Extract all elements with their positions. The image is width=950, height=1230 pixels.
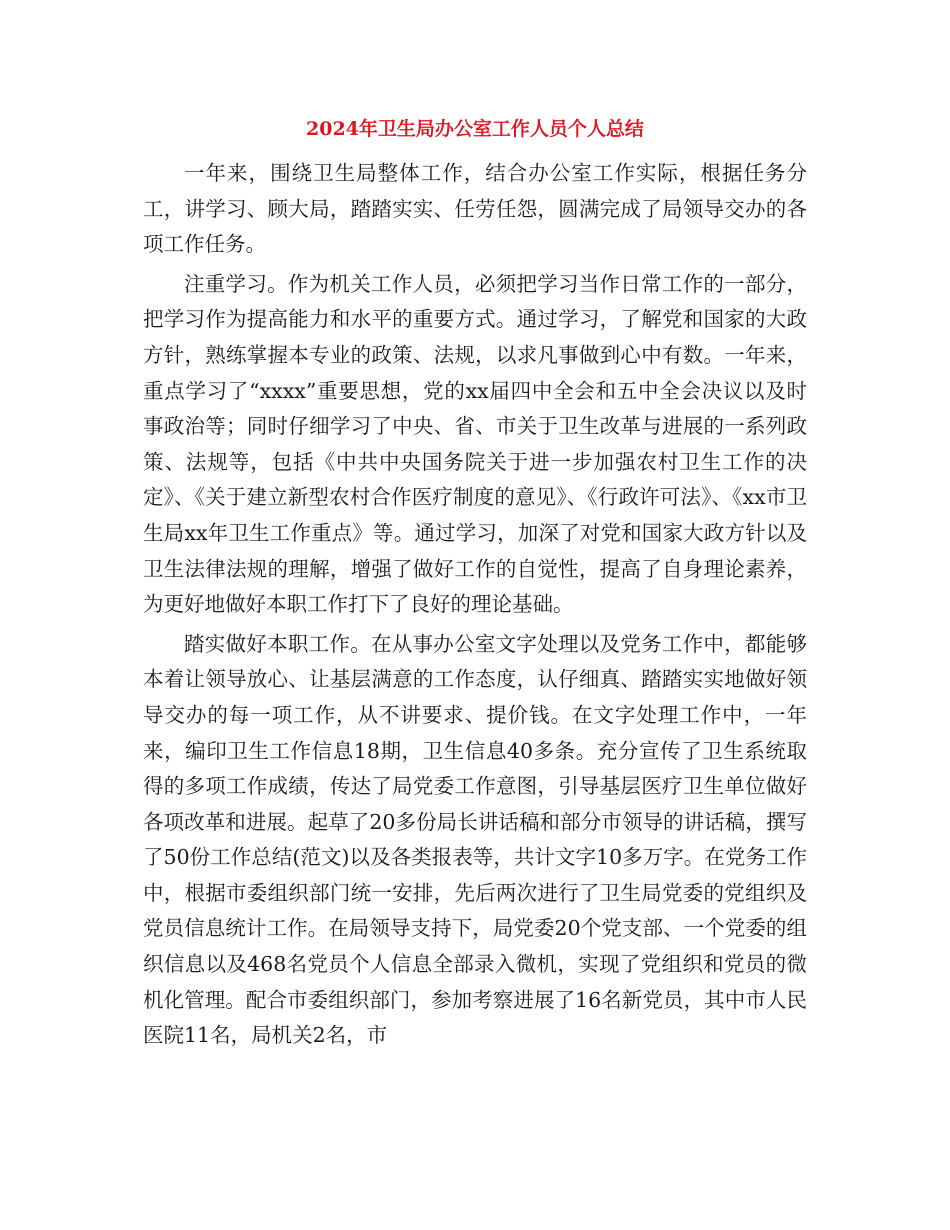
paragraph-study: 注重学习。作为机关工作人员，必须把学习当作日常工作的一部分，把学习作为提高能力和水平的重要方式。通过学习，了解党和国家的大政方针，熟练掌握本专业的政策、法规，以求凡事做到心中有数。一年来，重点学习了“xxxx”重要思想，党的xx届四中全会和五中全会决议以及时事政治等；同时仔细学习了中央、省、市关于卫生改革与进展的一系列政策、法规等，包括《中共中央国务院关于进一步加强农村卫生工作的决定》、《关于建立新型农村合作医疗制度的意见》、《行政许可法》、《xx市卫生局xx年卫生工作重点》等。通过学习，加深了对党和国家大政方针以及卫生法律法规的理解，增强了做好工作的自觉性，提高了自身理论素养，为更好地做好本职工作打下了良好的理论基础。	[143, 271, 807, 617]
paragraph-intro: 一年来，围绕卫生局整体工作，结合办公室工作实际，根据任务分工，讲学习、顾大局，踏踏实实、任劳任怨，圆满完成了局领导交办的各项工作任务。	[143, 161, 807, 257]
paragraph-work: 踏实做好本职工作。在从事办公室文字处理以及党务工作中，都能够本着让领导放心、让基层满意的工作态度，认仔细真、踏踏实实地做好领导交办的每一项工作，从不讲要求、提价钱。在文字处理工作中，一年来，编印卫生工作信息18期，卫生信息40多条。充分宣传了卫生系统取得的多项工作成绩，传达了局党委工作意图，引导基层医疗卫生单位做好各项改革和进展。起草了20多份局长讲话稿和部分市领导的讲话稿，撰写了50份工作总结(范文)以及各类报表等，共计文字10多万字。在党务工作中，根据市委组织部门统一安排，先后两次进行了卫生局党委的党组织及党员信息统计工作。在局领导支持下，局党委20个党支部、一个党委的组织信息以及468名党员个人信息全部录入微机，实现了党组织和党员的微机化管理。配合市委组织部门，参加考察进展了16名新党员，其中市人民医院11名，局机关2名，市	[143, 631, 807, 1048]
document-title: 2024年卫生局办公室工作人员个人总结	[306, 118, 644, 140]
document-body	[143, 156, 807, 1058]
